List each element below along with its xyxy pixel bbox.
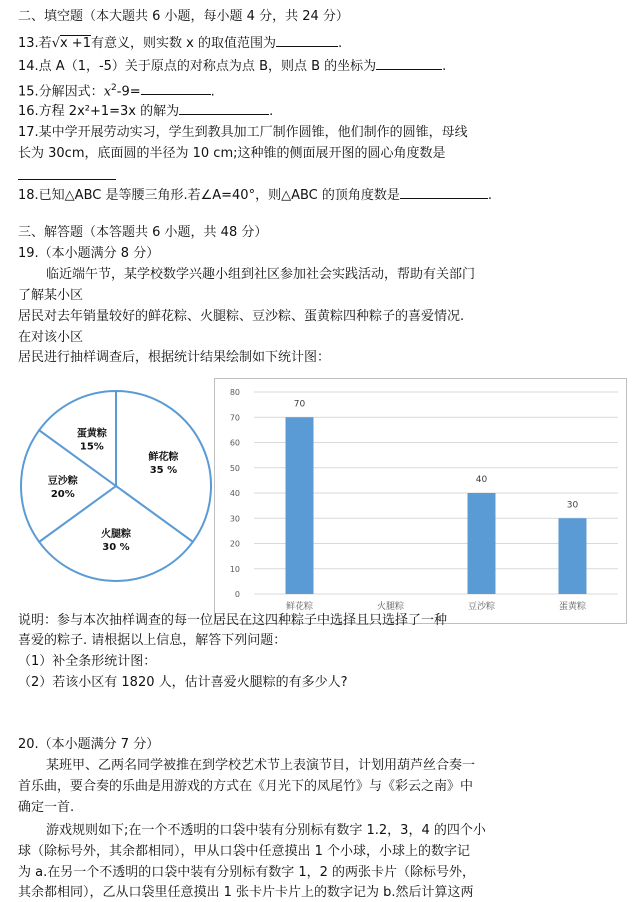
- bar-data-label: 70: [293, 399, 306, 410]
- q20-paragraph-5: 球（除标号外，其余都相同），甲从口袋中任意摸出 1 个小球，小球上的数字记: [18, 844, 471, 859]
- q19-note-line-1: 说明：参与本次抽样调查的每一位居民在这四种粽子中选择且只选择了一种: [18, 613, 448, 628]
- q20-paragraph-7: 其余都相同），乙从口袋里任意摸出 1 张卡片卡片上的数字记为 b.然后计算这两: [18, 885, 474, 900]
- q18-text: 18.已知△ABC 是等腰三角形.若∠A=40°，则△ABC 的顶角度数是: [18, 188, 400, 203]
- q19-paragraph-3: 居民对去年销量较好的鲜花粽、火腿粽、豆沙粽、蛋黄粽四种粽子的喜爱情况.: [18, 309, 465, 324]
- x-tick-label: 火腿粽: [376, 602, 405, 612]
- q19-paragraph-1: 临近端午节，某学校数学兴趣小组到社区参加社会实践活动，帮助有关部门: [46, 267, 476, 282]
- q19-paragraph-5: 居民进行抽样调查后，根据统计结果绘制如下统计图：: [18, 350, 331, 365]
- answer-blank: [18, 166, 116, 180]
- pie-percent-label: 15%: [79, 441, 104, 453]
- answer-blank: [276, 33, 338, 47]
- q20-paragraph-4: 游戏规则如下;在一个不透明的口袋中装有分别标有数字 1.2，3，4 的四个小: [46, 823, 486, 838]
- question-16: 16.方程 2x²+1=3x 的解为 .: [18, 101, 273, 121]
- q19-note-line-2: 喜爱的粽子. 请根据以上信息，解答下列问题：: [18, 633, 287, 648]
- q13-text: 有意义，则实数 x 的取值范围为: [90, 36, 276, 51]
- q20-title: 20.（本小题满分 7 分）: [18, 737, 160, 752]
- bar-4: [559, 518, 587, 594]
- sqrt-symbol: √: [51, 36, 60, 51]
- question-13: 13.若√x +1有意义，则实数 x 的取值范围为 .: [18, 33, 342, 53]
- pie-percent-label: 20%: [50, 489, 75, 500]
- question-15: 15.分解因式：$x^2-9=$ .: [18, 83, 215, 100]
- answer-blank: [179, 101, 269, 115]
- question-17-line-2: 长为 30cm，底面圆的半径为 10 cm;这种锥的侧面展开图的圆心角度数是: [18, 146, 446, 161]
- bar-1: [286, 417, 314, 594]
- section-2-heading: 二、填空题（本大题共 6 小题，每小题 4 分，共 24 分）: [18, 9, 349, 24]
- q15-variable: x: [103, 84, 112, 100]
- q19-subquestion-1: （1）补全条形统计图：: [18, 654, 157, 669]
- q19-subquestion-2: （2）若该小区有 1820 人，估计喜爱火腿粽的有多少人?: [18, 675, 348, 690]
- question-17-blank-line: [18, 166, 116, 186]
- q20-paragraph-2: 首乐曲，要合奏的乐曲是用游戏的方式在《月光下的凤尾竹》与《彩云之南》中: [18, 779, 474, 794]
- y-tick-label: 0: [234, 590, 240, 599]
- pie-category-label: 豆沙粽: [47, 476, 78, 487]
- y-tick-label: 20: [229, 539, 240, 549]
- q13-prefix: 13.若: [18, 36, 52, 51]
- bar-data-label: 40: [475, 475, 488, 485]
- q20-paragraph-3: 确定一首.: [18, 800, 75, 815]
- q16-text: 16.方程 2x²+1=3x 的解为: [18, 104, 180, 119]
- q13-radicand: x +1: [59, 36, 91, 51]
- pie-chart: [20, 376, 212, 586]
- q20-paragraph-6: 为 a.在另一个不透明的口袋中装有分别标有数字 1，2 的两张卡片（除标号外，: [18, 865, 476, 880]
- x-tick-label: 蛋黄粽: [558, 602, 587, 612]
- x-tick-label: 鲜花粽: [285, 602, 314, 612]
- y-tick-label: 60: [229, 438, 240, 448]
- q19-paragraph-4: 在对该小区: [18, 330, 84, 345]
- pie-percent-label: 35 %: [149, 464, 178, 476]
- q15-exponent: 2: [111, 83, 117, 93]
- y-tick-label: 30: [229, 514, 240, 524]
- section-3-heading: 三、解答题（本答题共 6 小题，共 48 分）: [18, 225, 268, 240]
- bar-data-label: 30: [566, 500, 579, 511]
- q20-paragraph-1: 某班甲、乙两名同学被推在到学校艺术节上表演节目，计划用葫芦丝合奏一: [46, 758, 476, 773]
- bar-3: [468, 493, 496, 594]
- y-tick-label: 10: [229, 564, 240, 574]
- q15-text: -9=: [116, 84, 141, 100]
- pie-percent-label: 30 %: [102, 542, 130, 554]
- bar-chart: [214, 378, 628, 625]
- q19-title: 19.（本小题满分 8 分）: [18, 246, 160, 261]
- y-tick-label: 80: [229, 388, 240, 397]
- y-tick-label: 70: [229, 413, 240, 423]
- y-tick-label: 40: [229, 489, 240, 498]
- question-14: 14.点 A（1，-5）关于原点的对称点为点 B，则点 B 的坐标为 .: [18, 56, 446, 76]
- question-17-line-1: 17.某中学开展劳动实习，学生到教具加工厂制作圆锥，他们制作的圆锥，母线: [18, 125, 468, 140]
- x-tick-label: 豆沙粽: [467, 602, 496, 612]
- answer-blank: [376, 56, 442, 70]
- answer-blank: [400, 185, 488, 199]
- pie-category-label: 火腿粽: [101, 529, 131, 541]
- bar-y-ticks: [230, 388, 240, 599]
- y-tick-label: 50: [229, 463, 240, 473]
- pie-category-label: 蛋黄粽: [76, 428, 107, 440]
- q15-prefix: 15.分解因式：: [18, 84, 104, 100]
- q19-paragraph-2: 了解某小区: [18, 288, 84, 303]
- question-18: 18.已知△ABC 是等腰三角形.若∠A=40°，则△ABC 的顶角度数是 .: [18, 185, 492, 205]
- q14-text: 14.点 A（1，-5）关于原点的对称点为点 B，则点 B 的坐标为: [18, 59, 377, 74]
- answer-blank: [141, 81, 211, 95]
- pie-category-label: 鲜花粽: [148, 451, 179, 463]
